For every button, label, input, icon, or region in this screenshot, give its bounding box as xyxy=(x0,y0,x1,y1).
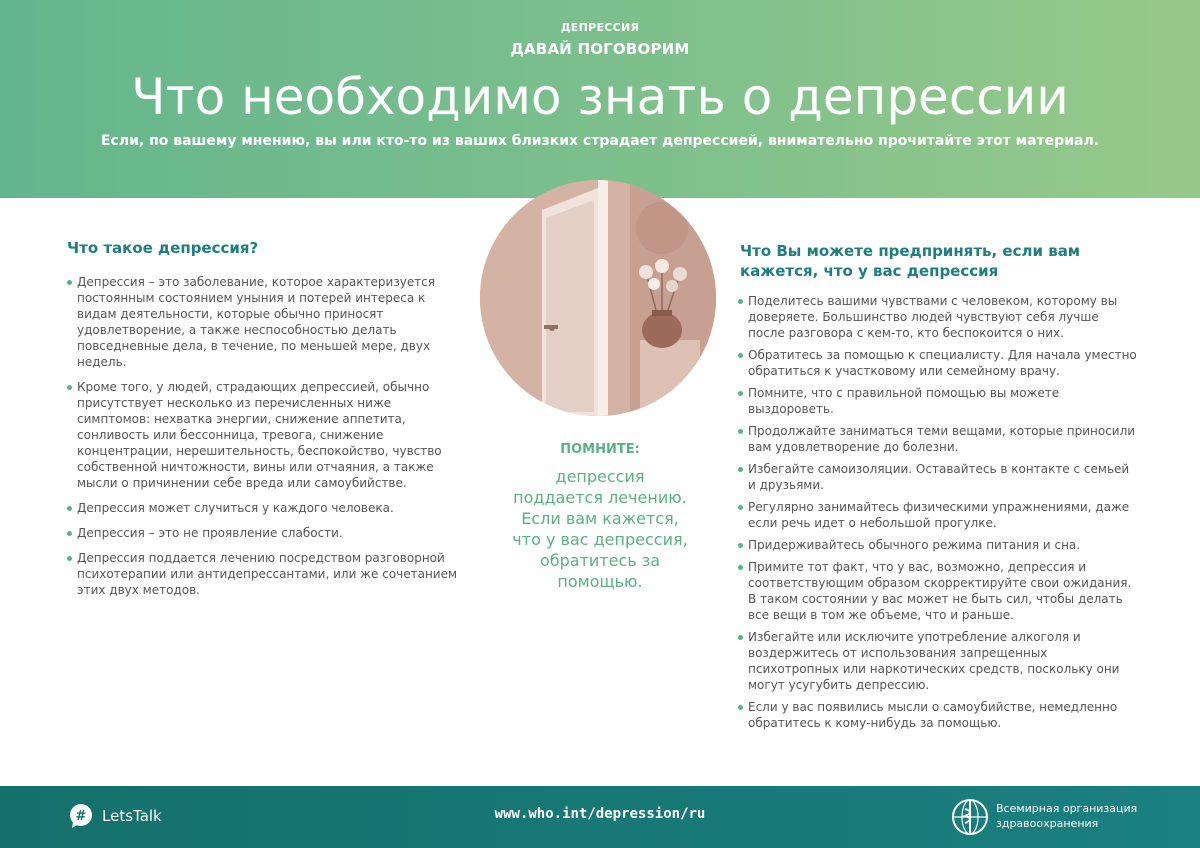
website-link[interactable]: www.who.int/depression/ru xyxy=(494,806,706,822)
who-name xyxy=(996,801,1166,831)
remember-heading: ПОМНИТЕ: xyxy=(560,442,640,457)
list-item: Поделитесь вашими чувствами с человеком, которому вы доверяете. Большинство людей чувствуют себя лучше после разговора с кем-то, кто беспокоится о них. xyxy=(737,293,1137,341)
what-you-can-do-list xyxy=(737,293,1137,737)
remember-text: депрессия поддается лечению. Если вам кажется, что у вас депрессия, обратитесь за помощью. xyxy=(512,467,688,591)
list-item: Придерживайтесь обычного режима питания и сна. xyxy=(737,537,1137,553)
list-item: Депрессия – это заболевание, которое характеризуется постоянным состоянием уныния и потерей интереса к видам деятельности, которые обычно приносят удовлетворение, а также неспособностью делать повседневные дела, в течение, по меньшей мере, двух недель. xyxy=(66,274,466,370)
what-is-depression-list xyxy=(66,274,466,607)
page-title: Что необходимо знать о депрессии xyxy=(131,68,1069,126)
who-name-line1: Всемирная организация xyxy=(996,802,1138,815)
kicker-bottom: ДАВАЙ ПОГОВОРИМ xyxy=(510,40,690,58)
list-item: Кроме того, у людей, страдающих депрессией, обычно присутствует несколько из перечисленных ниже симптомов: нехватка энергии, снижение аппетита, сонливость или бессонница, тревога, снижение концентрации, нерешительность, беспокойство, чувство собственной ничтожности, вины или отчаяния, а также мысли о причинении себе вреда или самоубийстве. xyxy=(66,379,466,491)
who-emblem-icon xyxy=(950,797,990,837)
what-you-can-do-heading: Что Вы можете предпринять, если вам кажется, что у вас депрессия xyxy=(740,242,1081,280)
list-item: Депрессия может случиться у каждого человека. xyxy=(66,500,466,516)
svg-text:#: # xyxy=(75,809,87,824)
list-item: Депрессия поддается лечению посредством разговорной психотерапии или антидепрессантами, или же сочетанием этих двух методов. xyxy=(66,550,466,598)
list-item: Помните, что с правильной помощью вы можете выздороветь. xyxy=(737,385,1137,417)
list-item: Избегайте или исключите употребление алкоголя и воздержитесь от использования запрещенных психотропных или наркотических средств, поскольку они могут усугубить депрессию. xyxy=(737,629,1137,693)
illustration-room-vase xyxy=(480,180,716,416)
lets-talk-label: LetsTalk xyxy=(102,807,162,825)
what-is-depression-heading: Что такое депрессия? xyxy=(67,239,259,257)
list-item: Если у вас появились мысли о самоубийстве, немедленно обратитесь к кому-нибудь за помощью. xyxy=(737,699,1137,731)
illustration-image xyxy=(480,180,716,416)
list-item: Избегайте самоизоляции. Оставайтесь в контакте с семьей и друзьями. xyxy=(737,461,1137,493)
list-item: Примите тот факт, что у вас, возможно, депрессия и соответствующим образом скорректируйте свои ожидания. В таком состоянии у вас может не быть сил, чтобы делать все вещи в том же объеме, что и раньше. xyxy=(737,559,1137,623)
who-name-line2: здравоохранения xyxy=(996,817,1099,830)
kicker-top: ДЕПРЕССИЯ xyxy=(560,21,640,34)
list-item: Депрессия – это не проявление слабости. xyxy=(66,525,466,541)
list-item: Продолжайте заниматься теми вещами, которые приносили вам удовлетворение до болезни. xyxy=(737,423,1137,455)
list-item: Регулярно занимайтесь физическими упражнениями, даже если речь идет о небольшой прогулке. xyxy=(737,499,1137,531)
list-item: Обратитесь за помощью к специалисту. Для начала уместно обратиться к участковому или семейному врачу. xyxy=(737,347,1137,379)
page-subtitle: Если, по вашему мнению, вы или кто-то из ваших близких страдает депрессией, внимательно прочитайте этот материал. xyxy=(100,133,1100,149)
